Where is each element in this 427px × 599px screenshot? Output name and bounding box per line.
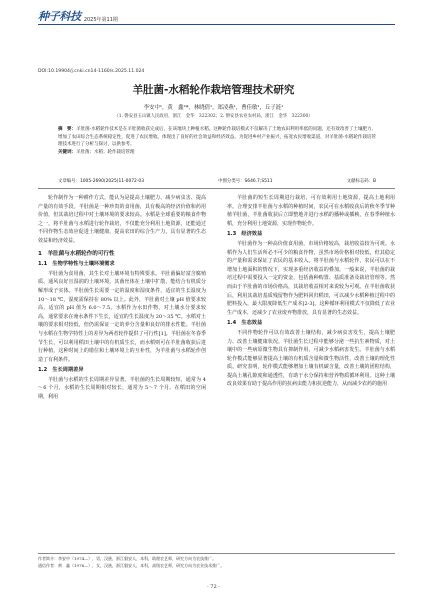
section-heading: 1 羊肚菌与水稻轮作的可行性 xyxy=(38,250,115,257)
article-title: 羊肚菌-水稻轮作栽培管理技术研究 xyxy=(132,84,295,96)
body-paragraph: 羊肚菌为食用菌，其生长对土壤环境有特殊要求。羊肚菌偏好富含腐殖质、通风良好且湿润的土壤环境，其菌丝体在土壤中扩散，能结合有机质分解形成子实体。羊肚菌生长需要一定的温度和湿度条件，适宜的生长温度为 10～18 ℃，湿度需保持在 80% 以上。此外，羊肚菌对土壤 pH 值要求较高，适宜的 pH 值为 6.0～7.5。水稻作为水田作物，对土壤水分要求较高，通常要求在淹水条件下生长，适宜的生长温度为 20～35 ℃。水稻对土壤的要求相对较低，但仍需保证一定的养分含量和良好的排水性能。羊肚菌与水稻在生物学特性上的差异为两者轮作提供了可行性[1]。羊肚菌在冬春季节生长，可以利用稻田土壤中的有机质生长，而水稻则可在羊肚菌收获后进行种植，这种时间上的错位和土壤环境上的互补性，为羊肚菌与水稻轮作创造了有利条件。 xyxy=(38,270,206,363)
clc-number: 中图分类号：S646.7;S511 xyxy=(218,179,273,184)
section-heading: 1.1 生物学特性与土壤环境需求 xyxy=(38,261,115,268)
authors: 李安中¹，黄 鑫²*，林晓倩¹，郑凌燕¹，曹佳敏¹，丘子涟¹ xyxy=(143,105,284,111)
doi[interactable]: DOI:10.19904/j.cnki.cn14-1160/s.2025.11.024 xyxy=(38,69,145,74)
meta-divider xyxy=(38,188,395,189)
body-paragraph: 不同作物轮作可以有效改善土壤结构，减少病虫害发生，提高土壤肥力、改善土壤健康状况。羊肚菌生长过程中能够分泌一些抗生素物质，对土壤中的一些病原微生物具有抑制作用，可减少水稻病害发生。羊肚菌与水稻轮作模式能够显著提高土壤的有机质含量和微生物活性，改善土壤的理化性质。研究表明，轮作模式能够增加土壤有机碳含量，改善土壤的团粒结构，提高土壤孔隙度和通透性，有助于水分保持和营养物质循环利用。这种土壤改良效果有助于提高作用的抗病虫能力和抗逆能力，从而减少农药的施用 xyxy=(227,329,395,388)
article-meta xyxy=(58,178,376,184)
body-column-right xyxy=(227,194,395,389)
affiliation: （1. 磐安县玉山镇人民政府，浙江 金华 322302；2. 磐安县农业农村局，浙江 金华 322300） xyxy=(114,114,313,119)
section-heading: 1.3 经济效益 xyxy=(227,231,263,238)
keywords-text: 羊肚菌；水稻；轮作栽培管理 xyxy=(76,149,135,155)
page-number: · 72 · xyxy=(207,584,220,590)
abstract-label: 摘 要： xyxy=(58,127,77,132)
body-column-left xyxy=(38,194,206,402)
footnote-author: 作者简介：李安中（1974—），男，汉族，浙江磐安人，本科，助理农艺师，研究方向为农技推广。 xyxy=(38,556,217,561)
abstract-text: 羊肚菌-水稻轮作技术是在羊肚菌收获完成后，在该地块上种植水稻。这种轮作栽培模式不仅解决了土地农田利用率低的问题，还有效改善了土壤肥力、增加了农田综合生态系统稳定性，促进了农民增收。体现出了良好的社会效益和经济效益。为促进乡村产业振兴，拓宽农民增收渠道，对羊肚菌-水稻轮作栽培管理技术进行了分析与探讨，以供参考。 xyxy=(58,127,377,148)
keywords xyxy=(58,149,376,157)
body-paragraph: 轮作制作为一种耕作方式，能认为是提高土壤肥力、减少病虫害、提高产量的有效手段。羊肚菌是一种珍贵的食用菌，具有极高的经济价值和药用价值，但其栽培过程中对土壤环境的要求较高。水稻是全球重要的粮食作物之一，将羊肚菌与水稻进行轮作栽培，不仅能充分利用土地资源，还能通过不同作物生态效应促进土壤健康，提高农田的综合生产力，具有显著的生态效益和经济效益。 xyxy=(38,195,206,244)
section-heading: 1.2 生长周期差异 xyxy=(38,367,84,374)
journal-logo: 种子科技 xyxy=(38,10,81,23)
abstract-paragraph xyxy=(58,126,376,149)
body-paragraph: 羊肚菌的短生长周期进行栽培，可有效利用土地资源，提高土地利用率。合理安排羊肚菌与水稻的种植时间，农民可在水稻收获后的秋冬季节种植羊肚菌，羊肚菌收获后立即整地并进行水稻的播种或插秧，在春季种植水稻，充分利用土地资源，实现作物轮作。 xyxy=(227,195,395,227)
doc-code: 文献标志码：B xyxy=(346,179,376,184)
header-rule xyxy=(38,24,395,25)
abstract xyxy=(58,126,376,156)
body-paragraph: 羊肚菌作为一种高价值食用菌，市场价格较高，栽培收益较为可观。水稻作为人们生活所必不可少的粮食作物，虽然市场价格相对较低，但其稳定的产量和需求保证了农民的基本收入。将羊肚菌与水稻轮作，农民可以在不增加土地面积的情况下，实现多重经济收益的叠加。一般来说，羊肚菌的栽培过程中需要投入一定的资金，包括菌种购置、基质准备及栽培管理等。然而由于羊肚菌的市场价格高，其栽培收益相对来说较为可观。在羊肚菌收获后，利用其栽培基质残留物作为肥料回归稻田，可以减少水稻种植过程中的肥料投入，最大限度降低生产成本[2-3]。这种循环利用模式不仅降低了农业生产成本，还减少了农业废弃物排放，具有显著的生态效益。 xyxy=(227,240,395,316)
footnote-corresponding: 通信作者：黄 鑫（1976—），女，汉族，浙江磐安人，本科，高级农艺师，研究方向为农业技术推广。 xyxy=(38,562,225,568)
body-paragraph: 羊肚菌与水稻的生长周期差异显著。羊肚菌的生长周期较短，通常为 4～6 个月，水稻的生长周期相对较长，通常为 5～7 个月。在稻田的空闲期，利用 xyxy=(38,376,206,401)
issue-label: 2025年第11期 xyxy=(83,17,118,23)
journal-header xyxy=(38,8,118,24)
keywords-label: 关键词： xyxy=(58,149,76,155)
article-number: 文章编号：1005-2690(2025)11-0072-03 xyxy=(58,179,145,184)
footnotes xyxy=(38,553,395,569)
section-heading: 1.4 生态效益 xyxy=(227,320,263,327)
